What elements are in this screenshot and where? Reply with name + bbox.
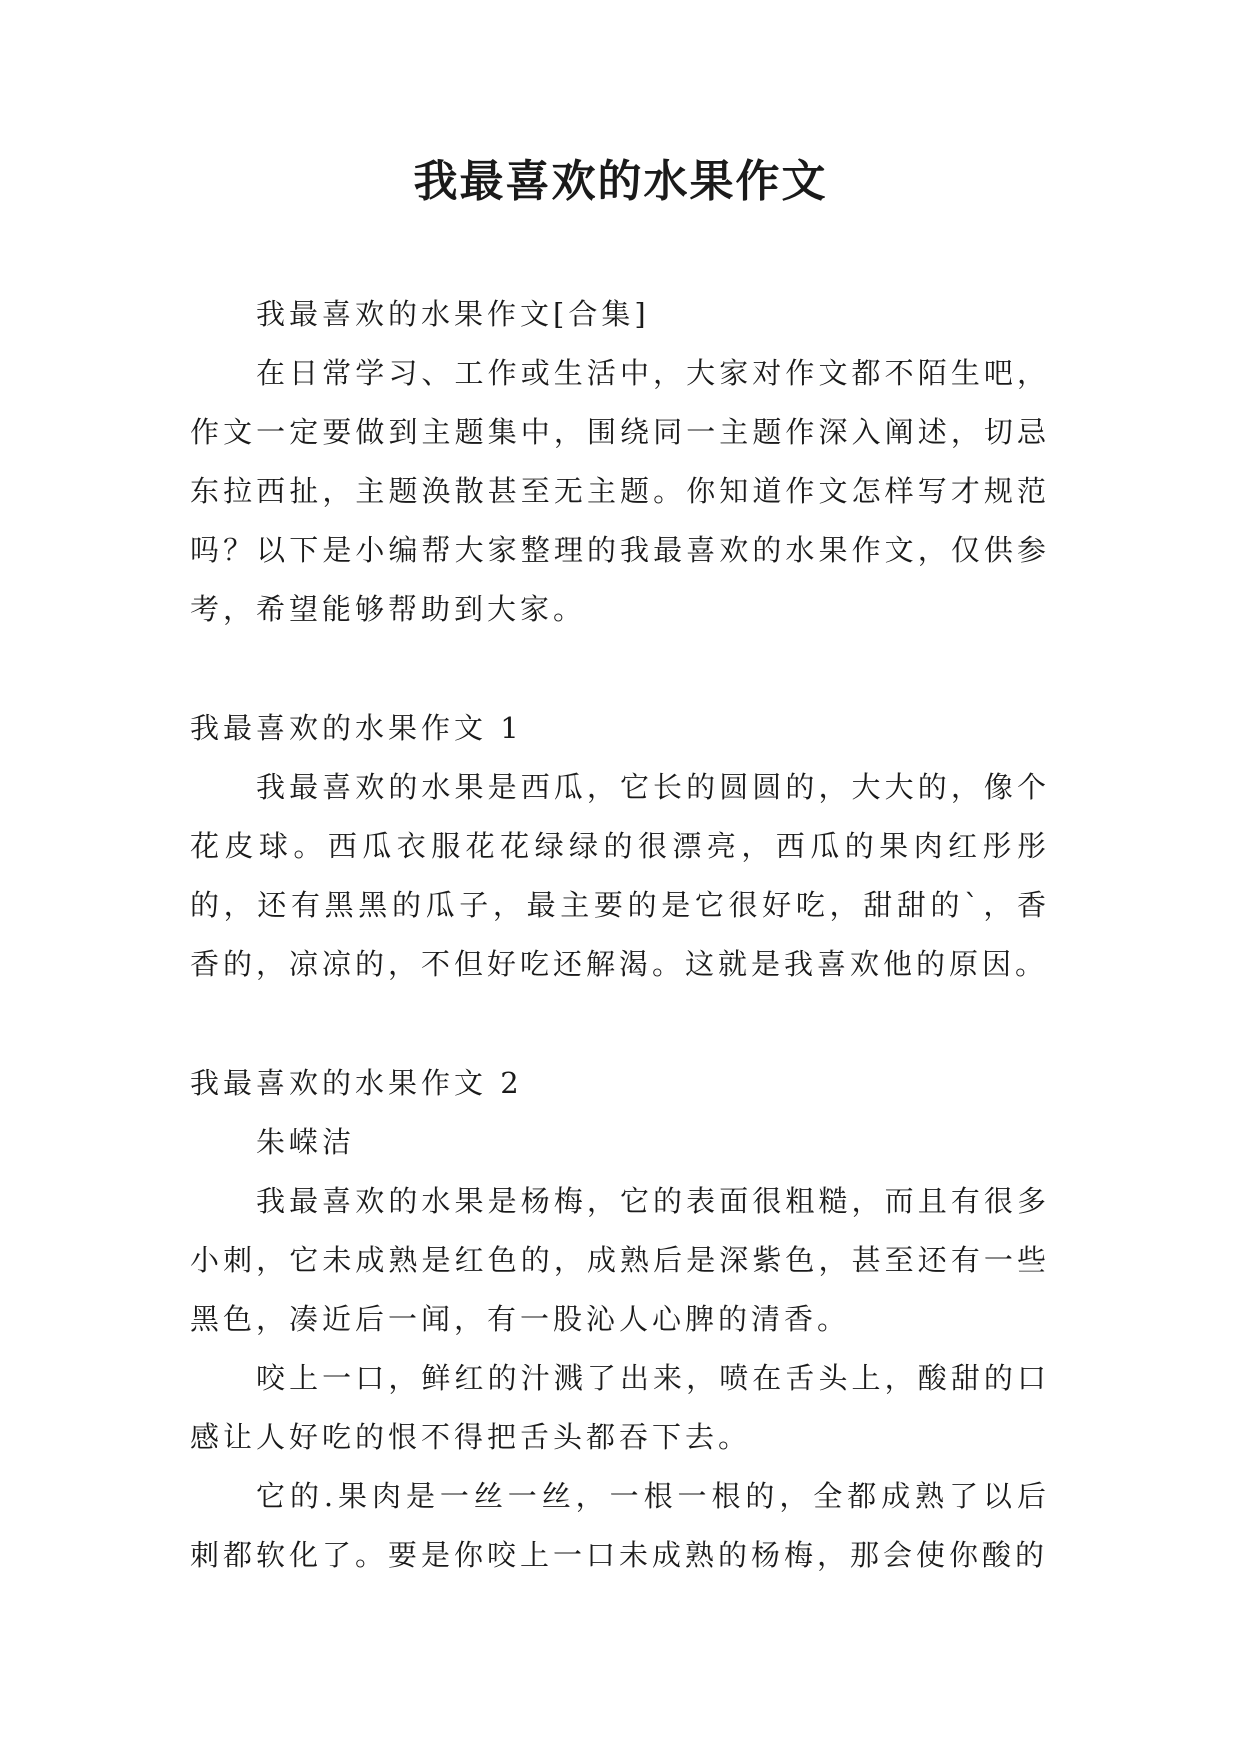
document-body [190, 285, 1050, 1585]
section-heading-2: 我最喜欢的水果作文 2 [190, 1066, 523, 1100]
section-2-paragraph-2: 咬上一口，鲜红的汁溅了出来，喷在舌头上，酸甜的口感让人好吃的恨不得把舌头都吞下去。 [190, 1361, 1050, 1454]
author-name: 朱嵘洁 [256, 1125, 356, 1159]
intro-paragraph: 在日常学习、工作或生活中，大家对作文都不陌生吧，作文一定要做到主题集中，围绕同一主题作深入阐述，切忌东拉西扯，主题涣散甚至无主题。你知道作文怎样写才规范吗？以下是小编帮大家整理的我最喜欢的水果作文，仅供参考，希望能够帮助到大家。 [190, 356, 1050, 626]
section-spacer [190, 994, 1050, 1054]
section-2-paragraph-3: 它的.果肉是一丝一丝，一根一根的，全都成熟了以后刺都软化了。要是你咬上一口未成熟的杨梅，那会使你酸的 [190, 1479, 1050, 1572]
section-1-paragraph: 我最喜欢的水果是西瓜，它长的圆圆的，大大的，像个花皮球。西瓜衣服花花绿绿的很漂亮，西瓜的果肉红彤彤的，还有黑黑的瓜子，最主要的是它很好吃，甜甜的`，香香的，凉凉的，不但好吃还解渴。这就是我喜欢他的原因。 [190, 770, 1050, 981]
subtitle-paragraph: 我最喜欢的水果作文[合集] [256, 297, 650, 331]
section-heading-1: 我最喜欢的水果作文 1 [190, 711, 523, 745]
section-spacer [190, 639, 1050, 699]
section-2-paragraph-1: 我最喜欢的水果是杨梅，它的表面很粗糙，而且有很多小刺，它未成熟是红色的，成熟后是深紫色，甚至还有一些黑色，凑近后一闻，有一股沁人心脾的清香。 [190, 1184, 1050, 1336]
document-title: 我最喜欢的水果作文 [413, 156, 828, 207]
